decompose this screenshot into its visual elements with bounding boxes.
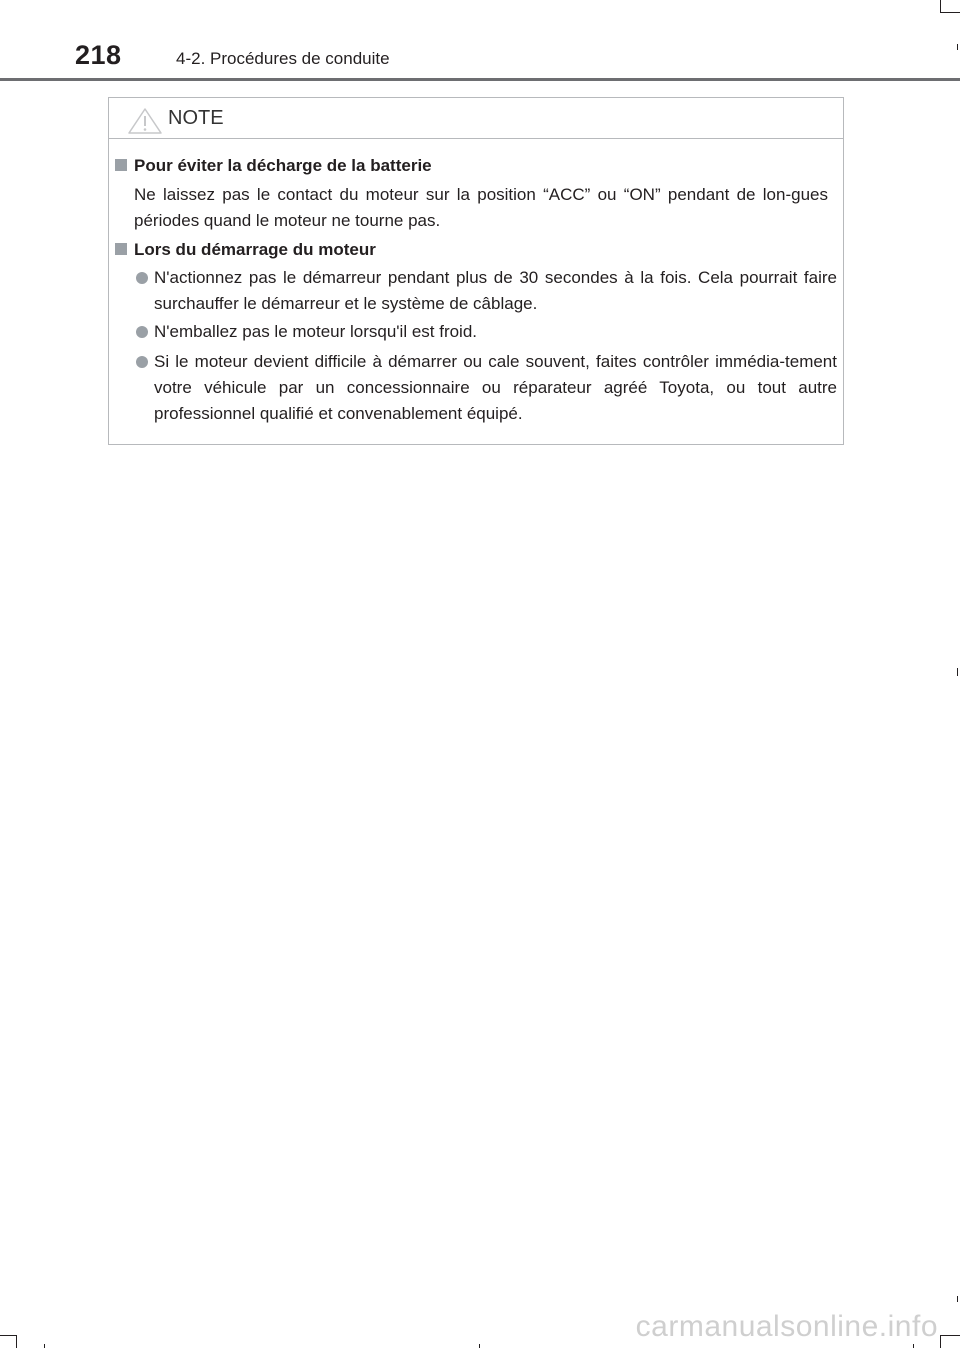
crop-mark: [16, 1335, 17, 1348]
watermark: carmanualsonline.info: [635, 1310, 938, 1343]
list-item: N'emballez pas le moteur lorsqu'il est froid.: [154, 322, 478, 341]
note-header: [109, 98, 843, 139]
section-heading-battery: Pour éviter la décharge de la batterie: [134, 156, 432, 175]
crop-mark: [940, 0, 941, 12]
crop-mark: [940, 1335, 941, 1348]
warning-triangle-icon: [128, 108, 162, 134]
section-heading-starting: Lors du démarrage du moteur: [134, 240, 376, 259]
page-number: 218: [75, 40, 122, 70]
list-item: Si le moteur devient difficile à démarrer ou cale souvent, faites contrôler immédia-tement votre véhicule par un concessionnaire ou réparateur agréé Toyota, ou tout autre professionnel qualifié et convenablement équipé.: [154, 352, 837, 423]
crop-mark: [913, 1344, 914, 1348]
square-bullet-icon: [115, 159, 127, 171]
crop-mark: [957, 668, 958, 676]
circle-bullet-icon: [136, 272, 148, 284]
crop-mark: [940, 12, 960, 13]
crop-mark: [44, 1344, 45, 1348]
circle-bullet-icon: [136, 326, 148, 338]
list-item: N'actionnez pas le démarreur pendant plus de 30 secondes à la fois. Cela pourrait faire surchauffer le démarreur et le système de câblage.: [154, 268, 837, 313]
crop-mark: [0, 1335, 16, 1336]
crop-mark: [940, 1335, 960, 1336]
crop-mark: [957, 1296, 958, 1302]
crop-mark: [479, 1344, 480, 1348]
section-text-battery: Ne laissez pas le contact du moteur sur la position “ACC” ou “ON” pendant de lon-gues périodes quand le moteur ne tourne pas.: [134, 185, 828, 230]
circle-bullet-icon: [136, 356, 148, 368]
header-rule: [0, 78, 960, 81]
crop-mark: [957, 44, 958, 50]
square-bullet-icon: [115, 243, 127, 255]
note-label: NOTE: [168, 107, 224, 129]
section-title: 4-2. Procédures de conduite: [176, 49, 390, 68]
